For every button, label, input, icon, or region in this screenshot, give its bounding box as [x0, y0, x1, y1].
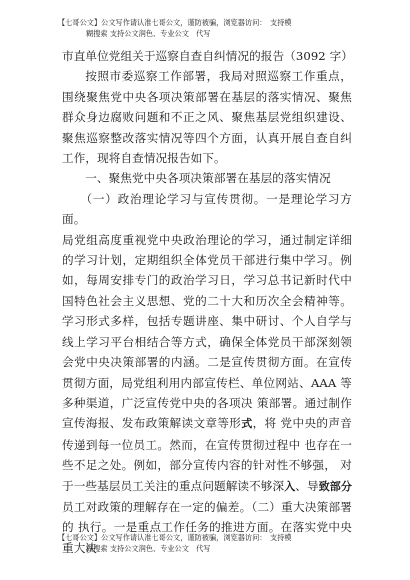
intro-paragraph: 按照市委巡察工作部署，我局对照巡察工作重点，围绕聚焦党中央各项决策部署在基层的落实情况、聚焦群众身边腐败问题和不正之风、聚焦基层党组织建设、聚焦巡察整改落实情况等四个方面，认真开展自查自纠工作，现将自查情况报告如下。 — [62, 69, 352, 166]
body-paragraph-1 — [62, 230, 352, 559]
document-body — [62, 46, 352, 558]
footer-notice-line-1: 【七哥公文】公文写作请认准七哥公文，谨防被骗，浏览器访问： 支持模 — [58, 533, 292, 542]
body-text-2: ，将 党中央的声音传递到每一位员工。然而，在宣传贯彻过程中 也存在一些不足之处。例如，部分宣传内容的针对性不够强， 对于一些基层员工关注的重点问题解读不够深 — [62, 416, 352, 493]
bold-text-3: 致部分 — [318, 479, 352, 493]
bold-text-2: 入 — [284, 479, 296, 493]
bold-text-1: 式 — [241, 417, 253, 431]
body-text-3: 、导 — [295, 478, 319, 493]
header-watermark-notice — [58, 17, 358, 39]
footer-notice-line-2: 糊搜索 支持公文润色、专业公文 代写 — [86, 544, 211, 553]
document-title: 市直单位党组关于巡察自查自纠情况的报告（3092 字） — [62, 49, 353, 63]
body-text-4: 员工对政策的理解存在一定的偏差。（二）重大决策部署的 执行。一是重点工作任务的推进方面。在落实党中央重大决 — [62, 499, 352, 555]
section-heading-1: 一、聚焦党中央各项决策部署在基层的落实情况 — [85, 171, 331, 186]
header-notice-line-2: 糊搜索 支持公文润色、专业公文 代写 — [86, 29, 211, 38]
body-text-1: 局党组高度重视党中央政治理论的学习，通过制定详细的学习计划，定期组织全体党员干部进行集中学习。例如，每周安排专门的政治学习日，学习总书记新时代中国特色社会主义思想、党的二十大和历次全会精神等。学习形式多样，包括专题讲座、集中研讨、个人自学与线上学习平台相结合等方式，确保全体党员干部深刻领会党中央决策部署的内涵。二是宣传贯彻方面。在宣传贯彻方面，局党组利用内部宣传栏、单位网站、AAA 等多种渠道，广泛宣传党中央的各项决 策部署。通过制作宣传海报、发布政策解读文章等形 — [62, 232, 352, 431]
footer-watermark-notice — [58, 532, 358, 554]
subsection-heading-1: （一）政治理论学习与宣传贯彻。一是理论学习方面。 — [62, 191, 352, 227]
header-notice-line-1: 【七哥公文】公文写作请认准七哥公文，谨防被骗，浏览器访问： 支持模 — [58, 18, 292, 27]
